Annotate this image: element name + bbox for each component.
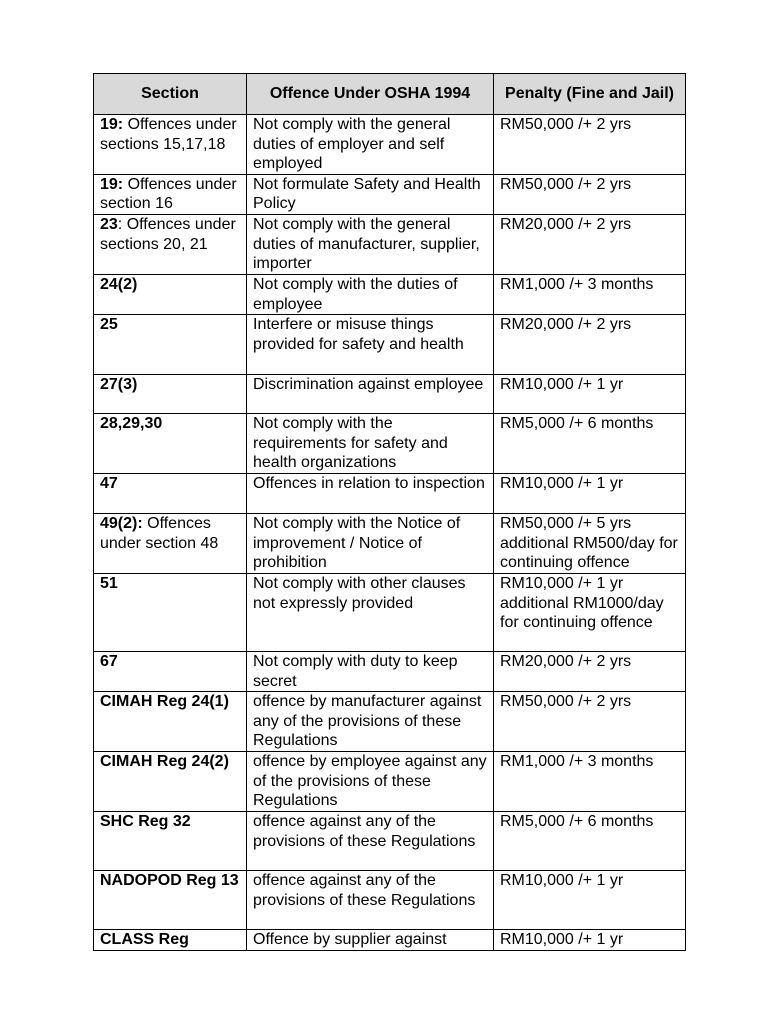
penalty-cell: RM50,000 /+ 5 yrs additional RM500/day for continuing offence bbox=[494, 513, 686, 573]
penalty-cell: RM10,000 /+ 1 yr bbox=[494, 929, 686, 950]
penalty-cell: RM5,000 /+ 6 months bbox=[494, 414, 686, 474]
section-cell bbox=[94, 274, 247, 314]
section-cell bbox=[94, 870, 247, 929]
table-row bbox=[94, 315, 686, 375]
penalty-cell: RM50,000 /+ 2 yrs bbox=[494, 692, 686, 752]
section-number: 24(2) bbox=[100, 275, 138, 293]
table-row bbox=[94, 214, 686, 274]
penalty-cell: RM20,000 /+ 2 yrs bbox=[494, 214, 686, 274]
offence-cell: Not comply with the general duties of manufacturer, supplier, importer bbox=[247, 214, 494, 274]
section-number: CLASS Reg bbox=[100, 930, 189, 948]
table-row bbox=[94, 651, 686, 691]
section-cell bbox=[94, 692, 247, 752]
section-number: NADOPOD Reg 13 bbox=[100, 871, 239, 889]
table-row bbox=[94, 513, 686, 573]
penalty-cell: RM50,000 /+ 2 yrs bbox=[494, 174, 686, 214]
section-description: Offences under section 16 bbox=[100, 175, 237, 213]
section-description: Offences under section 48 bbox=[100, 514, 219, 552]
offence-cell: Discrimination against employee bbox=[247, 375, 494, 414]
penalty-cell: RM10,000 /+ 1 yr bbox=[494, 473, 686, 513]
section-cell bbox=[94, 174, 247, 214]
section-cell bbox=[94, 573, 247, 651]
offence-cell: Not comply with the duties of employee bbox=[247, 274, 494, 314]
penalty-cell: RM10,000 /+ 1 yr additional RM1000/day for continuing offence bbox=[494, 573, 686, 651]
section-number: 23 bbox=[100, 215, 118, 233]
offence-cell: Offence by supplier against bbox=[247, 929, 494, 950]
offence-cell: offence against any of the provisions of these Regulations bbox=[247, 811, 494, 870]
section-cell bbox=[94, 513, 247, 573]
section-cell bbox=[94, 811, 247, 870]
section-number: 25 bbox=[100, 316, 118, 334]
table-row bbox=[94, 573, 686, 651]
section-number: 27(3) bbox=[100, 376, 138, 394]
offence-cell: Offences in relation to inspection bbox=[247, 473, 494, 513]
section-number: 19: bbox=[100, 116, 124, 133]
section-number: SHC Reg 32 bbox=[100, 812, 191, 830]
offence-cell: Not comply with the Notice of improvement / Notice of prohibition bbox=[247, 513, 494, 573]
section-cell bbox=[94, 651, 247, 691]
offence-cell: Not comply with the requirements for safety and health organizations bbox=[247, 414, 494, 474]
penalty-cell: RM1,000 /+ 3 months bbox=[494, 752, 686, 812]
header-penalty: Penalty (Fine and Jail) bbox=[494, 74, 686, 115]
section-number: CIMAH Reg 24(2) bbox=[100, 753, 229, 771]
section-cell bbox=[94, 375, 247, 414]
table-row bbox=[94, 692, 686, 752]
section-number: 19: bbox=[100, 175, 124, 193]
table-row bbox=[94, 414, 686, 474]
offence-cell: offence by employee against any of the provisions of these Regulations bbox=[247, 752, 494, 812]
penalty-cell: RM10,000 /+ 1 yr bbox=[494, 870, 686, 929]
section-cell bbox=[94, 473, 247, 513]
table-row bbox=[94, 473, 686, 513]
penalty-cell: RM1,000 /+ 3 months bbox=[494, 274, 686, 314]
section-number: 47 bbox=[100, 474, 118, 492]
offence-cell: Not formulate Safety and Health Policy bbox=[247, 174, 494, 214]
offence-cell: Not comply with duty to keep secret bbox=[247, 651, 494, 691]
penalty-cell: RM5,000 /+ 6 months bbox=[494, 811, 686, 870]
table-row bbox=[94, 870, 686, 929]
penalty-cell: RM50,000 /+ 2 yrs bbox=[494, 115, 686, 175]
osha-penalty-table bbox=[93, 73, 686, 951]
header-row bbox=[94, 74, 686, 115]
offence-cell: Not comply with the general duties of employer and self employed bbox=[247, 115, 494, 175]
penalty-cell: RM20,000 /+ 2 yrs bbox=[494, 651, 686, 691]
section-number: 28,29,30 bbox=[100, 415, 163, 433]
table-row bbox=[94, 115, 686, 175]
table-row bbox=[94, 375, 686, 414]
section-cell bbox=[94, 414, 247, 474]
table-row bbox=[94, 811, 686, 870]
offence-cell: offence by manufacturer against any of the provisions of these Regulations bbox=[247, 692, 494, 752]
penalty-cell: RM10,000 /+ 1 yr bbox=[494, 375, 686, 414]
offence-cell: offence against any of the provisions of these Regulations bbox=[247, 870, 494, 929]
section-cell bbox=[94, 115, 247, 175]
section-cell bbox=[94, 752, 247, 812]
section-description: : Offences under sections 20, 21 bbox=[100, 215, 236, 253]
table-body bbox=[94, 115, 686, 951]
penalty-cell: RM20,000 /+ 2 yrs bbox=[494, 315, 686, 375]
section-description: Offences under sections 15,17,18 bbox=[100, 116, 237, 153]
header-section: Section bbox=[94, 74, 247, 115]
section-number: 51 bbox=[100, 574, 118, 592]
table-row bbox=[94, 929, 686, 950]
section-cell bbox=[94, 929, 247, 950]
section-number: 67 bbox=[100, 652, 118, 670]
table-row bbox=[94, 274, 686, 314]
offence-cell: Not comply with other clauses not expressly provided bbox=[247, 573, 494, 651]
offence-cell: Interfere or misuse things provided for safety and health bbox=[247, 315, 494, 375]
section-cell bbox=[94, 214, 247, 274]
table-row bbox=[94, 174, 686, 214]
section-number: CIMAH Reg 24(1) bbox=[100, 693, 229, 711]
section-number: 49(2): bbox=[100, 514, 143, 532]
section-cell bbox=[94, 315, 247, 375]
header-offence: Offence Under OSHA 1994 bbox=[247, 74, 494, 115]
table-row bbox=[94, 752, 686, 812]
